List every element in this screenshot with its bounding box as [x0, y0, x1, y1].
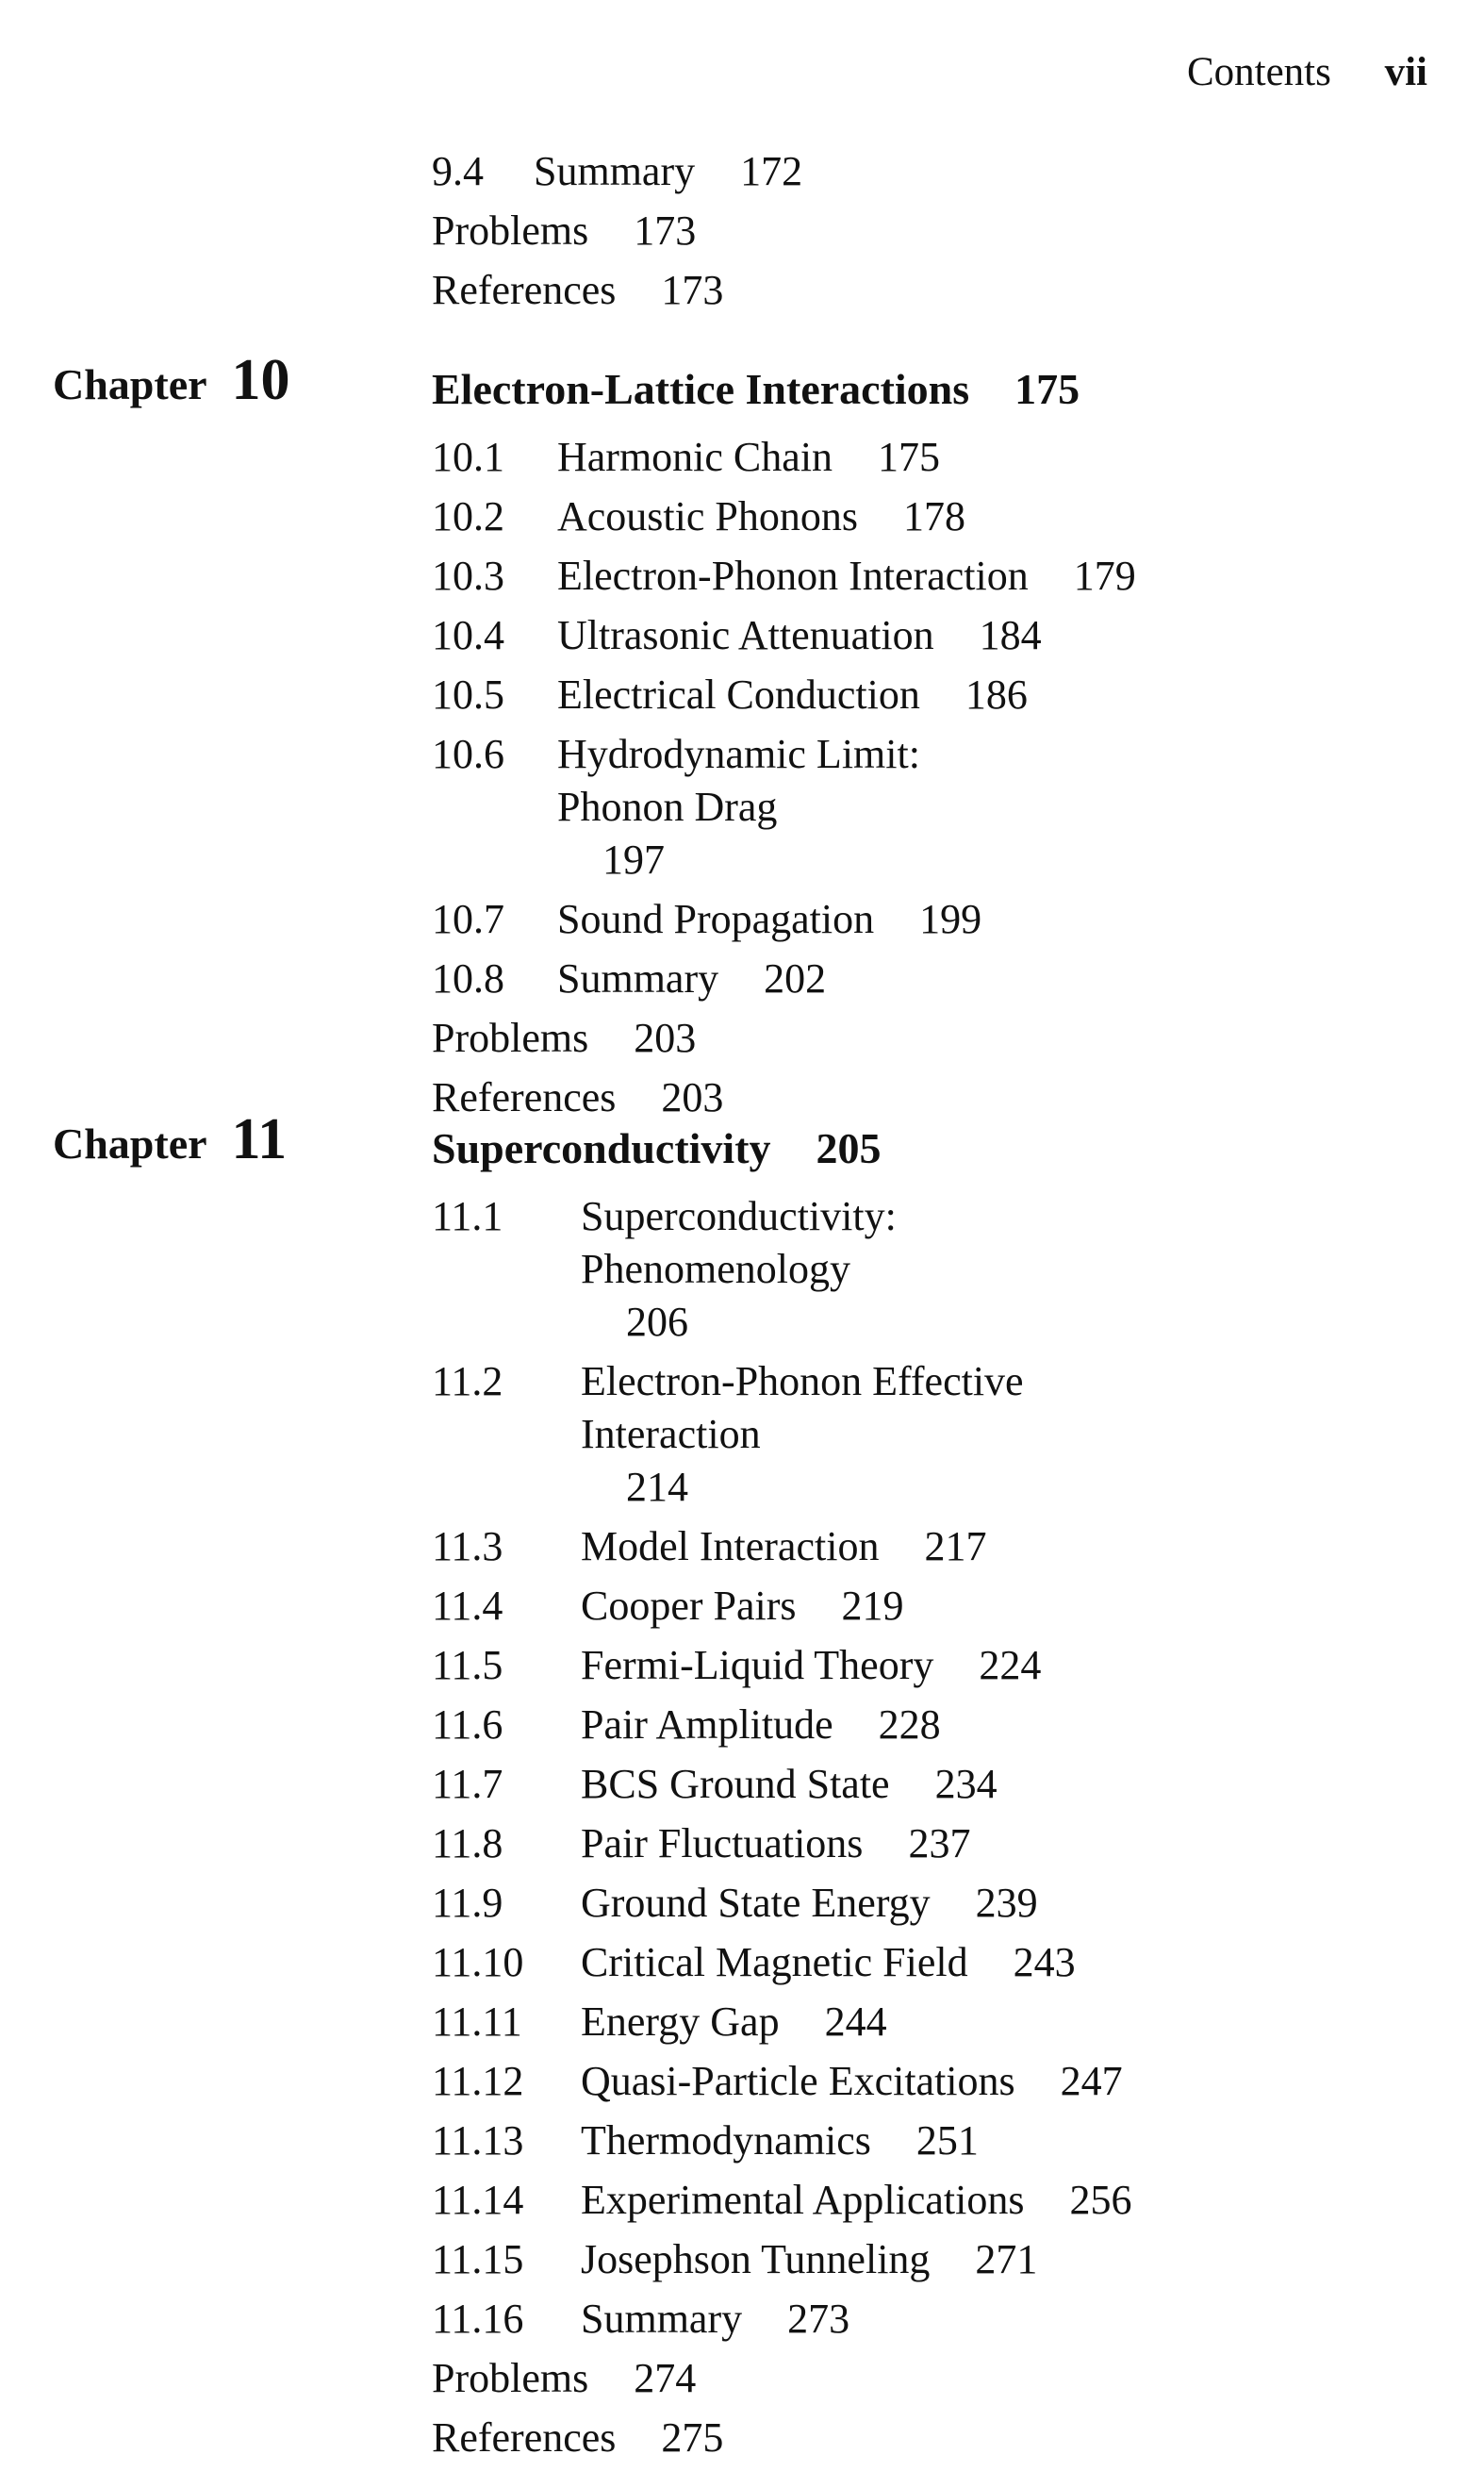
chapter-10-label: [53, 347, 290, 414]
chapter-10-heading[interactable]: [432, 364, 1080, 414]
toc-entry[interactable]: [432, 2055, 1131, 2108]
toc-entry[interactable]: [432, 490, 1136, 543]
section-page: 202: [764, 955, 827, 1002]
section-title-line: [581, 1408, 1024, 1514]
section-title: Josephson Tunneling: [581, 2236, 931, 2282]
section-number: 11.6: [432, 1701, 503, 1748]
section-page: 274: [634, 2355, 697, 2401]
chapter-9-continuation: [432, 141, 802, 320]
toc-entry[interactable]: [432, 2174, 1131, 2227]
section-title-line: Hydrodynamic Limit:: [557, 731, 920, 777]
section-page: 219: [841, 1583, 904, 1629]
section-number: 11.1: [432, 1193, 503, 1239]
section-title: References: [432, 267, 617, 313]
chapter-title: Superconductivity: [432, 1124, 771, 1172]
toc-entry[interactable]: [432, 2293, 1131, 2346]
section-title: Problems: [432, 2355, 589, 2401]
toc-entry[interactable]: [432, 1877, 1131, 1930]
section-page: 173: [634, 207, 697, 254]
section-page: 175: [878, 434, 941, 480]
section-page: 234: [934, 1761, 998, 1807]
section-number: 10.5: [432, 672, 504, 718]
section-page: 203: [661, 1074, 724, 1120]
chapter-page: 175: [1014, 365, 1080, 413]
section-title: BCS Ground State: [581, 1761, 890, 1807]
chapter-word: Chapter: [53, 1119, 207, 1168]
section-number: 10.1: [432, 434, 504, 480]
section-page: 199: [919, 896, 982, 942]
toc-entry[interactable]: [432, 141, 802, 201]
section-number: 10.4: [432, 612, 504, 658]
chapter-page: 205: [816, 1124, 882, 1172]
section-number: 11.12: [432, 2058, 524, 2104]
section-title: Thermodynamics: [581, 2117, 871, 2164]
toc-entry[interactable]: [432, 1817, 1131, 1870]
section-title: [557, 728, 920, 887]
section-page: 237: [908, 1820, 971, 1866]
section-number: 11.8: [432, 1820, 503, 1866]
section-title: Model Interaction: [581, 1523, 880, 1569]
section-page: 247: [1060, 2058, 1123, 2104]
section-title: Harmonic Chain: [557, 434, 833, 480]
section-page: 203: [634, 1015, 697, 1061]
toc-entry[interactable]: [432, 260, 802, 320]
section-title: Pair Amplitude: [581, 1701, 833, 1748]
chapter-number: 10: [231, 348, 290, 412]
section-title: Pair Fluctuations: [581, 1820, 864, 1866]
section-page: 178: [903, 493, 965, 539]
toc-entry[interactable]: [432, 1355, 1131, 1514]
toc-entry[interactable]: [432, 1012, 1136, 1065]
section-title: Problems: [432, 207, 589, 254]
toc-entry[interactable]: [432, 2412, 1131, 2464]
section-page: 214: [626, 1464, 688, 1510]
chapter-word: Chapter: [53, 360, 207, 408]
section-title: References: [432, 1074, 617, 1120]
chapter-title: Electron-Lattice Interactions: [432, 365, 970, 413]
section-title: Critical Magnetic Field: [581, 1939, 968, 1985]
section-title: Summary: [581, 2296, 743, 2342]
section-number: 10.7: [432, 896, 504, 942]
section-title-line: [557, 781, 920, 887]
toc-entry[interactable]: [432, 1699, 1131, 1751]
toc-entry[interactable]: [432, 1520, 1131, 1573]
chapter-11-heading[interactable]: [432, 1123, 882, 1173]
section-title: Problems: [432, 1015, 589, 1061]
section-number: 11.9: [432, 1880, 503, 1926]
section-title: Electrical Conduction: [557, 672, 920, 718]
section-number: 11.2: [432, 1358, 503, 1404]
toc-entry[interactable]: [432, 1580, 1131, 1633]
toc-entry[interactable]: [432, 2352, 1131, 2405]
chapter-number: 11: [231, 1107, 288, 1171]
section-page: 239: [975, 1880, 1038, 1926]
section-page: 224: [979, 1642, 1042, 1688]
section-title-line: [581, 1243, 897, 1349]
section-title: Quasi-Particle Excitations: [581, 2058, 1015, 2104]
section-title: Ground State Energy: [581, 1880, 931, 1926]
section-title: Experimental Applications: [581, 2177, 1025, 2223]
section-page: 172: [740, 148, 803, 194]
toc-entry[interactable]: [432, 550, 1136, 603]
section-number: 9.4: [432, 148, 484, 194]
section-title-line: Superconductivity:: [581, 1193, 897, 1239]
page-number: vii: [1384, 50, 1427, 94]
section-page: 186: [965, 672, 1028, 718]
chapter-11-sections: [432, 1190, 1131, 2471]
section-page: 273: [787, 2296, 850, 2342]
toc-entry[interactable]: [432, 609, 1136, 662]
toc-entry[interactable]: [432, 201, 802, 260]
section-number: 11.10: [432, 1939, 524, 1985]
section-title: Fermi-Liquid Theory: [581, 1642, 934, 1688]
toc-entry[interactable]: [432, 1936, 1131, 1989]
toc-entry[interactable]: [432, 1996, 1131, 2048]
toc-entry[interactable]: [432, 728, 1136, 887]
section-page: 228: [878, 1701, 941, 1748]
toc-entry[interactable]: [432, 1758, 1131, 1811]
section-number: 11.14: [432, 2177, 524, 2223]
section-page: 275: [661, 2414, 724, 2461]
section-number: 11.15: [432, 2236, 524, 2282]
chapter-11-label: [53, 1106, 287, 1173]
section-number: 11.3: [432, 1523, 503, 1569]
toc-entry[interactable]: [432, 669, 1136, 721]
toc-entry[interactable]: [432, 431, 1136, 484]
section-page: 243: [1013, 1939, 1076, 1985]
section-number: 11.5: [432, 1642, 503, 1688]
section-page: 179: [1073, 553, 1136, 599]
section-title: Electron-Phonon Interaction: [557, 553, 1029, 599]
toc-entry[interactable]: [432, 1639, 1131, 1692]
section-title: Acoustic Phonons: [557, 493, 858, 539]
section-number: 11.11: [432, 1998, 522, 2045]
section-number: 11.7: [432, 1761, 503, 1807]
section-title: Summary: [557, 955, 719, 1002]
section-title: Ultrasonic Attenuation: [557, 612, 934, 658]
section-page: 271: [975, 2236, 1038, 2282]
section-page: 251: [915, 2117, 979, 2164]
section-title: References: [432, 2414, 617, 2461]
section-page: 197: [602, 837, 665, 883]
section-title: Summary: [534, 148, 696, 194]
section-title: Sound Propagation: [557, 896, 875, 942]
toc-entry[interactable]: [432, 1071, 1136, 1124]
running-header: [1187, 49, 1427, 95]
section-number: 10.2: [432, 493, 504, 539]
toc-entry[interactable]: [432, 893, 1136, 946]
chapter-10-sections: [432, 431, 1136, 1131]
section-number: 11.4: [432, 1583, 503, 1629]
section-title-line: Electron-Phonon Effective: [581, 1358, 1024, 1404]
section-number: 11.13: [432, 2117, 524, 2164]
running-header-title: Contents: [1186, 50, 1331, 94]
section-page: 184: [979, 612, 1042, 658]
section-number: 10.8: [432, 955, 504, 1002]
toc-entry[interactable]: [432, 953, 1136, 1005]
section-number: 11.16: [432, 2296, 524, 2342]
toc-entry[interactable]: [432, 1190, 1131, 1349]
section-page: 244: [824, 1998, 887, 2045]
section-page: 173: [661, 267, 724, 313]
section-page: 206: [626, 1299, 688, 1345]
section-title: Cooper Pairs: [581, 1583, 797, 1629]
section-page: 256: [1069, 2177, 1132, 2223]
section-number: 10.3: [432, 553, 504, 599]
section-title-line-text: Phenomenology: [581, 1246, 850, 1292]
section-number: 10.6: [432, 731, 504, 777]
section-title-line-text: Phonon Drag: [557, 784, 778, 830]
section-title-line-text: Interaction: [581, 1411, 761, 1457]
section-page: 217: [924, 1523, 987, 1569]
toc-entry[interactable]: [432, 2114, 1131, 2167]
section-title: Energy Gap: [581, 1998, 780, 2045]
section-title: [581, 1190, 897, 1349]
toc-entry[interactable]: [432, 2233, 1131, 2286]
section-title: [581, 1355, 1024, 1514]
